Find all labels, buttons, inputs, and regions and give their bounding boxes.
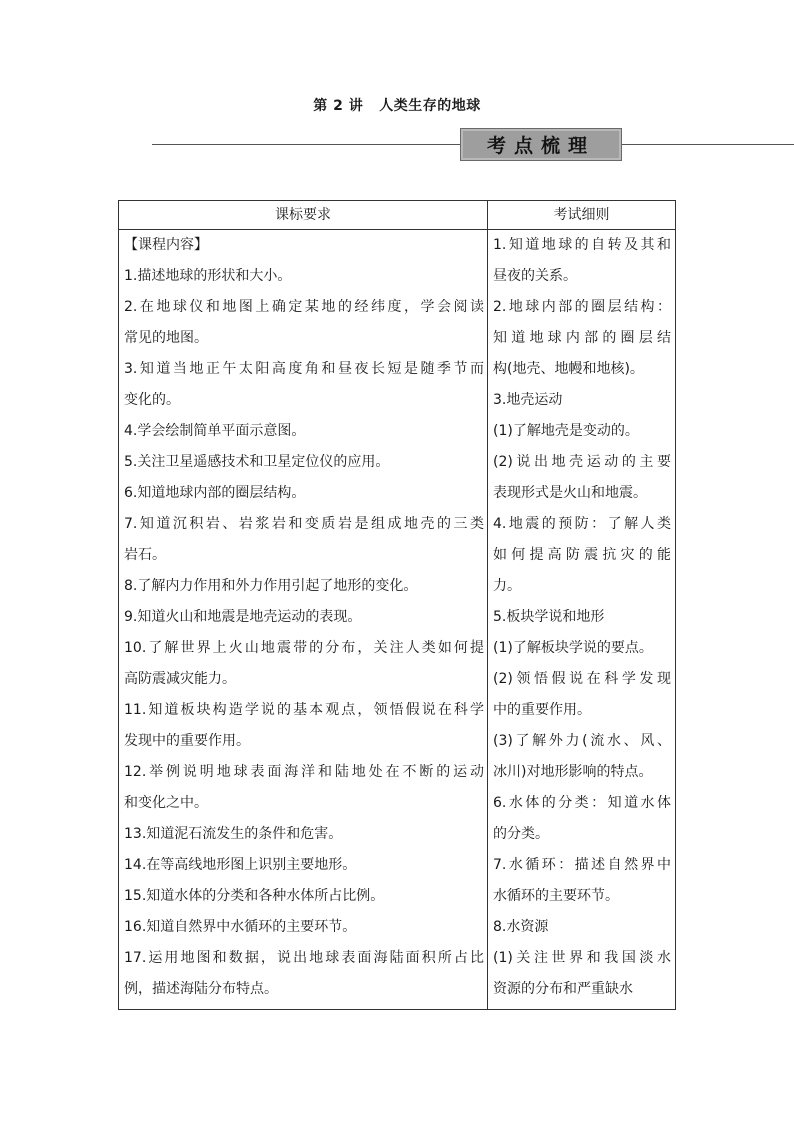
exam-detail-line: 如何提高防震抗灾的能: [493, 547, 671, 563]
curriculum-line: 常见的地图。: [124, 330, 208, 346]
exam-details-cell: [493, 230, 671, 1005]
exam-detail-line: 7.水循环：描述自然界中: [493, 857, 671, 873]
curriculum-line: 3.知道当地正午太阳高度角和昼夜长短是随季节而: [124, 361, 484, 377]
curriculum-line: 15.知道水体的分类和各种水体所占比例。: [124, 888, 385, 904]
curriculum-line: 变化的。: [124, 392, 180, 408]
exam-detail-line: 表现形式是火山和地震。: [493, 485, 647, 501]
curriculum-line: 9.知道火山和地震是地壳运动的表现。: [124, 609, 362, 625]
curriculum-line: 5.关注卫星遥感技术和卫星定位仪的应用。: [124, 454, 390, 470]
curriculum-line: 6.知道地球内部的圈层结构。: [124, 485, 306, 501]
curriculum-line: 17.运用地图和数据，说出地球表面海陆面积所占比: [124, 950, 484, 966]
curriculum-line: 10.了解世界上火山地震带的分布，关注人类如何提: [124, 640, 484, 656]
exam-detail-line: 昼夜的关系。: [493, 268, 577, 284]
exam-detail-line: 构(地壳、地幔和地核)。: [493, 361, 644, 377]
exam-detail-line: 5.板块学说和地形: [493, 609, 605, 625]
exam-detail-line: 水循环的主要环节。: [493, 888, 619, 904]
exam-detail-line: 资源的分布和严重缺水: [493, 981, 633, 997]
curriculum-line: 11.知道板块构造学说的基本观点，领悟假说在科学: [124, 702, 484, 718]
header-curriculum-requirements: 课标要求: [275, 207, 331, 223]
curriculum-line: 岩石。: [124, 547, 166, 563]
exam-detail-line: 3.地壳运动: [493, 392, 563, 408]
curriculum-line: 13.知道泥石流发生的条件和危害。: [124, 826, 343, 842]
exam-detail-line: (1)了解地壳是变动的。: [493, 423, 639, 439]
curriculum-line: 4.学会绘制简单平面示意图。: [124, 423, 306, 439]
curriculum-line: 1.描述地球的形状和大小。: [124, 268, 292, 284]
header-rule-left: [152, 144, 460, 145]
curriculum-line: 例，描述海陆分布特点。: [124, 981, 278, 997]
exam-detail-line: (3)了解外力(流水、风、: [493, 733, 671, 749]
exam-detail-line: 力。: [493, 578, 521, 594]
exam-detail-line: (1)关注世界和我国淡水: [493, 950, 671, 966]
exam-detail-line: 1.知道地球的自转及其和: [493, 237, 671, 253]
curriculum-line: 12.举例说明地球表面海洋和陆地处在不断的运动: [124, 764, 484, 780]
curriculum-content-cell: [124, 230, 484, 1005]
curriculum-line: 8.了解内力作用和外力作用引起了地形的变化。: [124, 578, 418, 594]
curriculum-line: 高防震减灾能力。: [124, 671, 236, 687]
curriculum-line: 7.知道沉积岩、岩浆岩和变质岩是组成地壳的三类: [124, 516, 484, 532]
page-title: [0, 95, 794, 115]
curriculum-line: 2.在地球仪和地图上确定某地的经纬度，学会阅读: [124, 299, 484, 315]
exam-detail-line: 4.地震的预防：了解人类: [493, 516, 671, 532]
curriculum-line: 14.在等高线地形图上识别主要地形。: [124, 857, 357, 873]
lecture-number: 第 2 讲: [313, 98, 364, 114]
curriculum-line: 发现中的重要作用。: [124, 733, 250, 749]
exam-detail-line: (2)说出地壳运动的主要: [493, 454, 671, 470]
exam-detail-line: 冰川)对地形影响的特点。: [493, 764, 653, 780]
curriculum-line: 和变化之中。: [124, 795, 208, 811]
exam-detail-line: 8.水资源: [493, 919, 549, 935]
curriculum-line: 16.知道自然界中水循环的主要环节。: [124, 919, 357, 935]
exam-detail-line: (2)领悟假说在科学发现: [493, 671, 671, 687]
exam-detail-line: (1)了解板块学说的要点。: [493, 640, 653, 656]
section-banner: 考点梳理: [460, 128, 622, 161]
header-rule-right: [622, 144, 794, 145]
exam-detail-line: 6.水体的分类：知道水体: [493, 795, 671, 811]
lecture-title: 人类生存的地球: [379, 98, 481, 114]
column-divider: [487, 201, 488, 1009]
exam-detail-line: 的分类。: [493, 826, 549, 842]
requirements-table: [118, 200, 676, 1010]
exam-detail-line: 2.地球内部的圈层结构：: [493, 299, 671, 315]
table-header-row: [119, 201, 675, 230]
header-exam-details: 考试细则: [553, 207, 610, 223]
curriculum-line: 【课程内容】: [124, 237, 208, 253]
exam-detail-line: 中的重要作用。: [493, 702, 591, 718]
exam-detail-line: 知道地球内部的圈层结: [493, 330, 671, 346]
